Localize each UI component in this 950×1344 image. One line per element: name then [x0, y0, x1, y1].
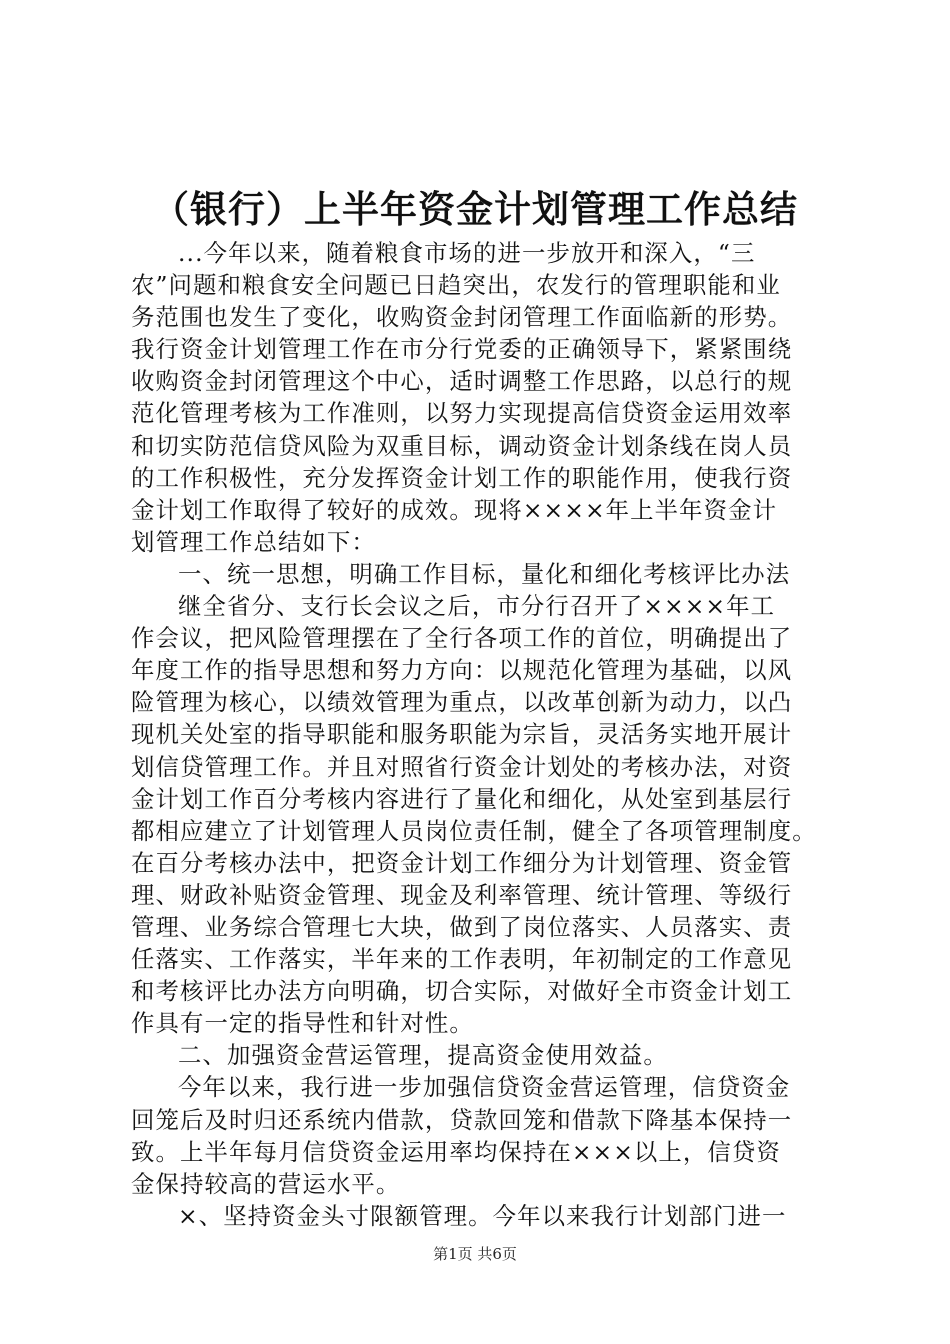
body-line: 二、加强资金营运管理，提高资金使用效益。: [178, 1041, 668, 1070]
body-line: 险管理为核心，以绩效管理为重点，以改革创新为动力，以凸: [131, 688, 793, 717]
body-line: 金计划工作百分考核内容进行了量化和细化，从处室到基层行: [131, 784, 793, 813]
body-line: 一、统一思想，明确工作目标，量化和细化考核评比办法: [178, 559, 791, 588]
document-title: （银行）上半年资金计划管理工作总结: [152, 188, 798, 231]
body-line: 继全省分、支行长会议之后，市分行召开了××××年工: [178, 592, 776, 621]
body-line: 和切实防范信贷风险为双重目标，调动资金计划条线在岗人员: [131, 431, 793, 460]
body-line: 我行资金计划管理工作在市分行党委的正确领导下，紧紧围绕: [131, 335, 793, 364]
body-line: 的工作积极性，充分发挥资金计划工作的职能作用，使我行资: [131, 463, 793, 492]
body-line: 作具有一定的指导性和针对性。: [131, 1009, 474, 1038]
document-body: [131, 237, 831, 1232]
body-line: 任落实、工作落实，半年来的工作表明，年初制定的工作意见: [131, 945, 793, 974]
body-line: 年度工作的指导思想和努力方向：以规范化管理为基础，以风: [131, 656, 793, 685]
body-line: 和考核评比办法方向明确，切合实际，对做好全市资金计划工: [131, 977, 793, 1006]
body-line: 致。上半年每月信贷资金运用率均保持在×××以上，信贷资: [131, 1137, 781, 1166]
body-line: 今年以来，我行进一步加强信贷资金营运管理，信贷资金: [178, 1073, 791, 1102]
body-line: 范化管理考核为工作准则，以努力实现提高信贷资金运用效率: [131, 399, 793, 428]
body-line: 回笼后及时归还系统内借款，贷款回笼和借款下降基本保持一: [131, 1105, 793, 1134]
body-line: 划信贷管理工作。并且对照省行资金计划处的考核办法，对资: [131, 752, 793, 781]
body-line: 都相应建立了计划管理人员岗位责任制，健全了各项管理制度。: [131, 816, 817, 845]
body-line: 管理、业务综合管理七大块，做到了岗位落实、人员落实、责: [131, 912, 793, 941]
body-line: 金保持较高的营运水平。: [131, 1169, 401, 1198]
body-line: 农”问题和粮食安全问题已日趋突出，农发行的管理职能和业: [131, 271, 781, 300]
page-footer: 第1页 共6页: [433, 1245, 517, 1263]
body-line: 理、财政补贴资金管理、现金及利率管理、统计管理、等级行: [131, 880, 793, 909]
body-line: 务范围也发生了变化，收购资金封闭管理工作面临新的形势。: [131, 303, 793, 332]
body-line: 作会议，把风险管理摆在了全行各项工作的首位，明确提出了: [131, 624, 793, 653]
body-line: 收购资金封闭管理这个中心，适时调整工作思路，以总行的规: [131, 367, 793, 396]
body-line: 在百分考核办法中，把资金计划工作细分为计划管理、资金管: [131, 848, 793, 877]
body-line: ...今年以来，随着粮食市场的进一步放开和深入，“三: [178, 239, 756, 267]
body-line: ×、坚持资金头寸限额管理。今年以来我行计划部门进一: [178, 1201, 787, 1230]
body-line: 现机关处室的指导职能和服务职能为宗旨，灵活务实地开展计: [131, 720, 793, 749]
body-line: 划管理工作总结如下：: [131, 527, 376, 556]
body-line: 金计划工作取得了较好的成效。现将××××年上半年资金计: [131, 495, 778, 524]
